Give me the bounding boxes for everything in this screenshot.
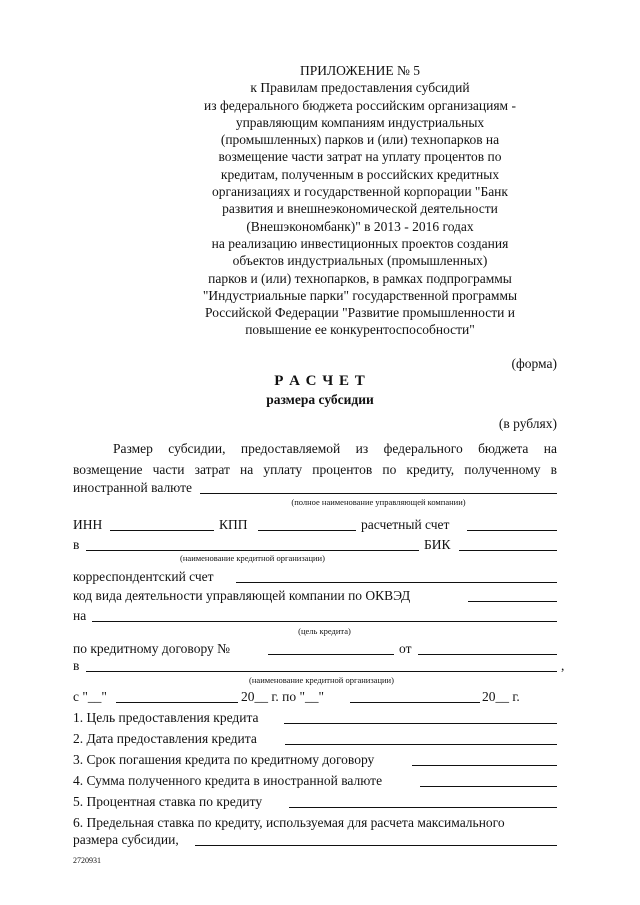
period-mid-label: 20__ г. по "__"	[241, 689, 325, 704]
bik-field[interactable]	[459, 550, 557, 551]
period-start-field[interactable]	[116, 702, 238, 703]
inn-label: ИНН	[73, 517, 103, 532]
na-label: на	[73, 608, 87, 623]
item-label: 4. Сумма полученного кредита в иностранной валюте	[73, 773, 383, 788]
corr-account-label: корреспондентский счет	[73, 569, 214, 584]
item-field[interactable]	[285, 744, 557, 745]
corr-account-field[interactable]	[236, 582, 557, 583]
item-field[interactable]	[412, 765, 557, 766]
period-end-field[interactable]	[350, 702, 480, 703]
kpp-field[interactable]	[258, 530, 356, 531]
item-field[interactable]	[284, 723, 557, 724]
header-line: (Внешэкономбанк)" в 2013 - 2016 годах	[246, 218, 474, 234]
caption-company: (полное наименование управляющей компании)	[291, 497, 466, 507]
caption-bank: (наименование кредитной организации)	[180, 553, 325, 563]
period-start-label: с "__"	[73, 689, 107, 704]
item-label: 1. Цель предоставления кредита	[73, 710, 259, 725]
header-line: повышение ее конкурентоспособности"	[245, 322, 475, 338]
in-label: в	[73, 658, 80, 673]
item-label: размера субсидии,	[73, 832, 179, 847]
okved-field[interactable]	[468, 601, 557, 602]
header-line: возмещение части затрат на уплату процентов по	[218, 149, 502, 165]
header-line: кредитам, полученным в российских кредитных	[220, 166, 500, 182]
header-line: парков и (или) технопарков, в рамках подпрограммы	[208, 270, 512, 286]
contract-date-field[interactable]	[418, 654, 557, 655]
item-label: 3. Срок погашения кредита по кредитному договору	[73, 752, 375, 767]
kpp-label: КПП	[219, 517, 248, 532]
header-line: управляющим компаниям индустриальных	[235, 114, 485, 130]
contract-label: по кредитному договору №	[73, 641, 231, 656]
forma-label: (форма)	[511, 356, 557, 371]
intro-line: Размер субсидии, предоставляемой из федерального бюджета на	[113, 441, 557, 456]
header-line: ПРИЛОЖЕНИЕ № 5	[299, 63, 421, 78]
period-end-label: 20__ г.	[482, 689, 520, 704]
caption-bank-2: (наименование кредитной организации)	[249, 675, 394, 685]
item-label: 2. Дата предоставления кредита	[73, 731, 257, 746]
header-line: Российской Федерации "Развитие промышленности и	[205, 305, 515, 321]
contract-number-field[interactable]	[268, 654, 394, 655]
header-line: "Индустриальные парки" государственной программы	[202, 287, 518, 303]
company-name-field[interactable]	[200, 493, 557, 494]
units-label: (в рублях)	[498, 416, 557, 431]
intro-line: иностранной валюте	[73, 480, 192, 495]
okved-label: код вида деятельности управляющей компании по ОКВЭД	[73, 588, 411, 603]
header-line: к Правилам предоставления субсидий	[250, 80, 470, 96]
item-field[interactable]	[420, 786, 557, 787]
account-field[interactable]	[467, 530, 557, 531]
document-subtitle: размера субсидии	[266, 392, 374, 407]
header-block	[150, 62, 570, 339]
bik-label: БИК	[424, 537, 451, 552]
item-label: 6. Предельная ставка по кредиту, используемая для расчета максимального	[73, 815, 505, 830]
bank-name-field-2[interactable]	[86, 671, 557, 672]
header-line: на реализацию инвестиционных проектов создания	[211, 235, 509, 251]
header-line: организациях и государственной корпорации "Банк	[212, 184, 508, 200]
document-code: 2720931	[73, 856, 101, 865]
item-field[interactable]	[289, 807, 557, 808]
comma: ,	[561, 658, 565, 673]
caption-purpose: (цель кредита)	[298, 626, 351, 636]
header-line: объектов индустриальных (промышленных)	[232, 253, 488, 269]
purpose-field[interactable]	[92, 621, 557, 622]
in-label: в	[73, 537, 80, 552]
header-line: из федерального бюджета российским организациям -	[204, 97, 516, 113]
from-label: от	[399, 641, 412, 656]
intro-line: возмещение части затрат на уплату процентов по кредиту, полученному в	[73, 462, 557, 477]
inn-field[interactable]	[110, 530, 214, 531]
header-line: развития и внешнеэкономической деятельности	[222, 201, 498, 217]
item-field[interactable]	[195, 845, 557, 846]
bank-name-field[interactable]	[86, 550, 419, 551]
account-label: расчетный счет	[361, 517, 450, 532]
header-line: (промышленных) парков и (или) технопарков на	[220, 132, 500, 148]
document-title: Р А С Ч Е Т	[274, 373, 366, 389]
item-label: 5. Процентная ставка по кредиту	[73, 794, 263, 809]
